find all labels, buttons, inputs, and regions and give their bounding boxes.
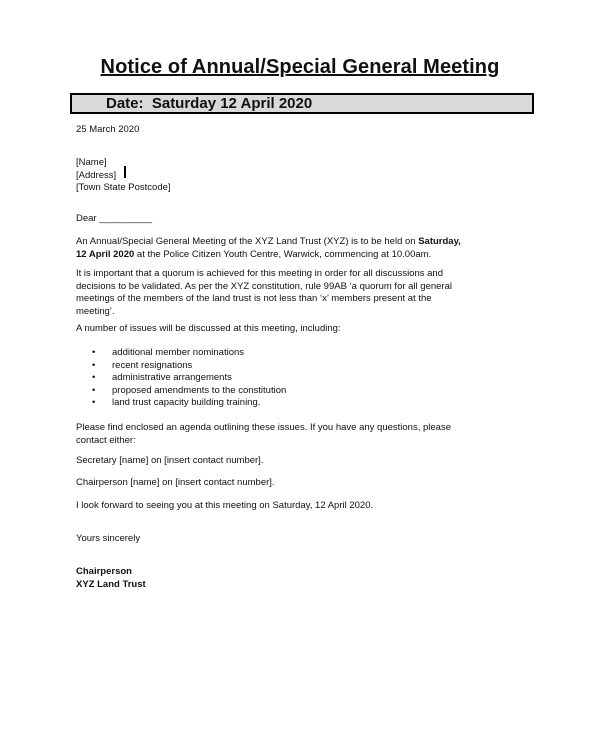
list-item [92,372,286,385]
quorum-line: decisions to be validated. As per the XYZ constitution, rule 99AB ‘a quorum for all general [76,280,452,292]
intro-text-2: at the Police Citizen Youth Centre, Warwick, commencing at 10.00am. [134,248,432,260]
closing-salutation: Yours sincerely [76,533,141,544]
quorum-line: meetings of the members of the land trust is not less than ‘x’ members present at the [76,293,432,305]
list-item [92,397,286,410]
agenda-line: contact either: [76,434,136,446]
intro-bold-date: 12 April 2020 [76,248,135,260]
bullet-icon: • [92,384,96,396]
list-item [92,360,286,373]
list-item [92,347,286,360]
issues-intro: A number of issues will be discussed at this meeting, including: [76,323,341,334]
intro-text-1: An Annual/Special General Meeting of the XYZ Land Trust (XYZ) is to be held on [76,236,419,247]
list-item [92,385,286,398]
issues-list [92,347,286,410]
agenda-line: Please find enclosed an agenda outlining these issues. If you have any questions, please [76,422,451,433]
recipient-town-postcode: [Town State Postcode] [76,182,171,194]
signer-title: Chairperson [76,566,132,577]
salutation: Dear __________ [76,213,153,224]
secretary-contact: Secretary [name] on [insert contact number]. [76,455,264,466]
letter-date: 25 March 2020 [76,124,140,135]
intro-line-1 [76,236,516,249]
bullet-icon: • [92,397,96,409]
list-item-text: proposed amendments to the constitution [112,384,287,396]
quorum-line: meeting’. [76,305,115,317]
chairperson-contact: Chairperson [name] on [insert contact number]. [76,477,275,488]
intro-bold-day: Saturday, [418,236,461,247]
meeting-date-text: Date: Saturday 12 April 2020 [106,95,313,112]
intro-paragraph [76,236,516,261]
meeting-date-box [70,93,534,114]
bullet-icon: • [92,372,96,384]
closing-remark: I look forward to seeing you at this meeting on Saturday, 12 April 2020. [76,500,374,511]
list-item-text: additional member nominations [112,347,245,358]
agenda-paragraph [76,422,516,447]
signature-block [76,566,146,591]
intro-line-2 [76,249,516,262]
bullet-icon: • [92,359,96,371]
recipient-address: [Address] [76,169,117,181]
text-cursor-icon [124,166,126,178]
quorum-paragraph [76,268,516,318]
list-item-text: land trust capacity building training. [112,397,261,409]
signer-organization: XYZ Land Trust [76,578,146,590]
quorum-line: It is important that a quorum is achieved for this meeting in order for all discussions and [76,268,443,279]
document-title: Notice of Annual/Special General Meeting [100,56,500,78]
bullet-icon: • [92,347,96,358]
recipient-name: [Name] [76,157,107,168]
list-item-text: recent resignations [112,359,193,371]
list-item-text: administrative arrangements [112,372,232,384]
